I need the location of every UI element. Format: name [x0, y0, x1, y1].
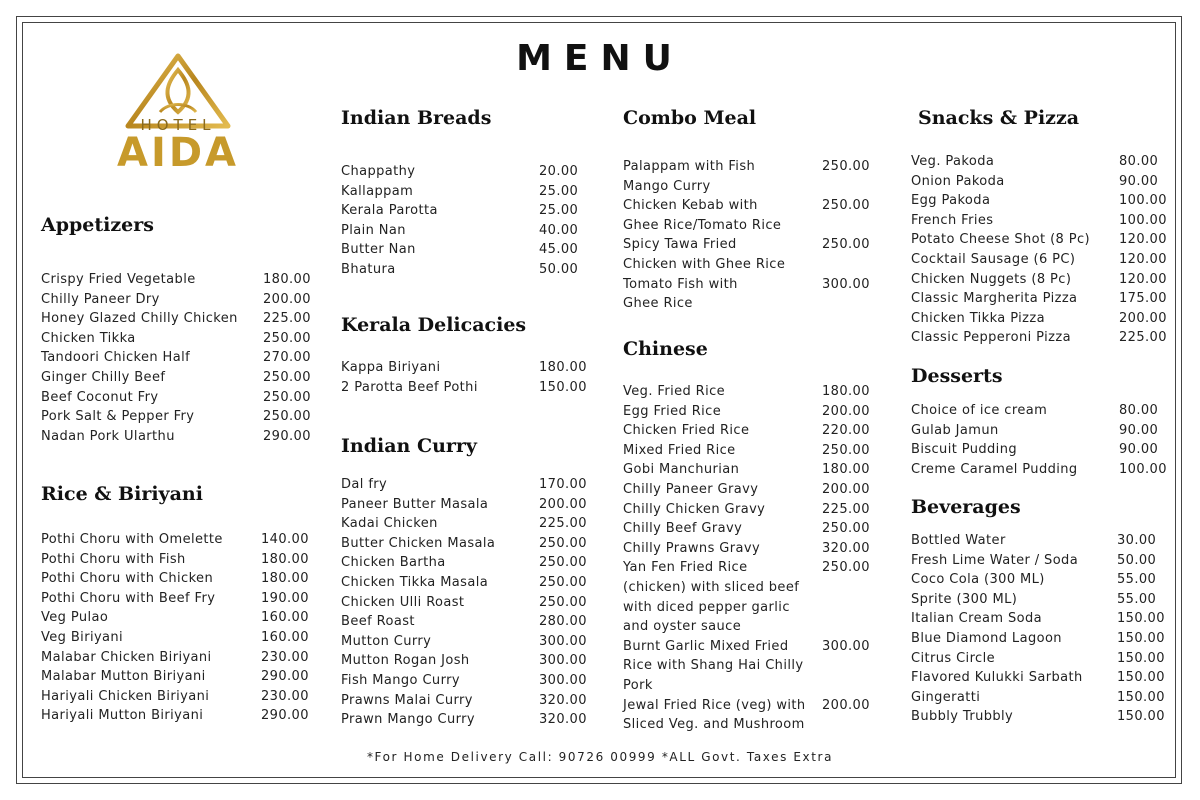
- section-title-kerala-delicacies: Kerala Delicacies: [341, 314, 527, 336]
- menu-item-price: 150.00: [1117, 689, 1165, 705]
- menu-item-price: 80.00: [1119, 403, 1159, 418]
- menu-item-name: Coco Cola (300 ML): [911, 572, 1045, 588]
- menu-item-row: [341, 182, 591, 202]
- menu-item-row: [911, 172, 1171, 192]
- menu-item-price: 100.00: [1119, 212, 1167, 228]
- menu-item-price: 180.00: [539, 360, 587, 375]
- menu-item-price: 225.00: [539, 516, 587, 532]
- menu-item-name: Plain Nan: [341, 222, 406, 238]
- menu-item-name: Veg Pulao: [41, 610, 109, 626]
- menu-item-row: [41, 628, 311, 648]
- menu-item-price: 250.00: [539, 535, 587, 551]
- menu-item-name: Biscuit Pudding: [911, 442, 1017, 458]
- menu-item-price: 300.00: [539, 653, 587, 669]
- menu-item-price: 250.00: [263, 369, 311, 385]
- menu-item-name: Crispy Fried Vegetable: [41, 272, 196, 287]
- menu-item-name: Nadan Pork Ularthu: [41, 428, 175, 444]
- menu-item-price: 200.00: [822, 481, 870, 497]
- menu-item-name: Prawns Malai Curry: [341, 692, 473, 708]
- menu-item-row: [911, 421, 1171, 441]
- menu-item-row-continued: [623, 617, 873, 637]
- menu-item-name: Sliced Veg. and Mushroom: [623, 717, 805, 733]
- menu-item-name: Palappam with Fish: [623, 159, 756, 174]
- menu-item-row: [911, 309, 1171, 329]
- menu-item-name: Chicken with Ghee Rice: [623, 256, 786, 272]
- menu-item-name: Rice with Shang Hai Chilly: [623, 658, 804, 674]
- menu-item-name: Chilly Paneer Dry: [41, 291, 160, 307]
- menu-item-name: Mutton Rogan Josh: [341, 653, 470, 669]
- menu-item-price: 320.00: [539, 692, 587, 708]
- menu-item-name: Onion Pakoda: [911, 173, 1005, 189]
- menu-item-row: [341, 201, 591, 221]
- menu-item-name: (chicken) with sliced beef: [623, 579, 800, 595]
- menu-item-name: Kallappam: [341, 183, 414, 199]
- menu-item-price: 300.00: [822, 638, 870, 654]
- menu-item-row: [41, 550, 311, 570]
- menu-item-name: Gobi Manchurian: [623, 462, 740, 478]
- menu-item-row: [341, 475, 591, 495]
- menu-item-row: [623, 696, 873, 716]
- menu-item-name: Yan Fen Fried Rice: [623, 560, 748, 576]
- menu-item-price: 20.00: [539, 164, 579, 179]
- menu-item-row-continued: [623, 598, 873, 618]
- menu-item-price: 250.00: [263, 330, 311, 346]
- menu-item-name: Chilly Prawns Gravy: [623, 540, 761, 556]
- menu-item-name: Veg. Pakoda: [911, 154, 995, 169]
- indian-breads-list: [341, 162, 591, 280]
- menu-item-price: 250.00: [822, 560, 870, 576]
- menu-item-name: Egg Fried Rice: [623, 403, 722, 419]
- combo-meal-list: [623, 157, 873, 314]
- menu-item-price: 250.00: [822, 237, 870, 253]
- menu-item-row-continued: [623, 715, 873, 735]
- menu-item-row: [341, 162, 591, 182]
- menu-item-name: Chicken Tikka: [41, 330, 136, 346]
- menu-item-row: [341, 671, 591, 691]
- menu-item-name: Bubbly Trubbly: [911, 709, 1014, 725]
- menu-item-price: 230.00: [261, 688, 309, 704]
- menu-item-name: Chappathy: [341, 164, 416, 179]
- menu-item-name: Egg Pakoda: [911, 193, 991, 209]
- menu-item-name: with diced pepper garlic: [623, 599, 790, 615]
- section-title-indian-curry: Indian Curry: [341, 435, 477, 457]
- menu-item-name: Ginger Chilly Beef: [41, 369, 166, 385]
- menu-item-row-continued: [623, 656, 873, 676]
- menu-item-row: [623, 382, 873, 402]
- chinese-list: [623, 382, 873, 735]
- footer-note: *For Home Delivery Call: 90726 00999 *ALL Govt. Taxes Extra: [366, 750, 834, 764]
- menu-item-price: 55.00: [1117, 572, 1157, 588]
- menu-item-name: Butter Nan: [341, 242, 416, 258]
- menu-item-price: 200.00: [1119, 310, 1167, 326]
- menu-item-row: [911, 551, 1171, 571]
- menu-item-price: 90.00: [1119, 173, 1159, 189]
- menu-item-row: [41, 569, 311, 589]
- section-title-snacks-pizza: Snacks & Pizza: [918, 107, 1080, 129]
- menu-item-row-continued: [623, 676, 873, 696]
- menu-item-name: Jewal Fried Rice (veg) with: [623, 697, 806, 713]
- menu-item-name: Chilly Chicken Gravy: [623, 501, 766, 517]
- section-title-rice-biriyani: Rice & Biriyani: [41, 483, 203, 505]
- menu-item-row: [41, 589, 311, 609]
- menu-item-name: Tandoori Chicken Half: [41, 350, 191, 366]
- menu-item-name: Chicken Bartha: [341, 555, 446, 571]
- menu-title: MENU: [516, 38, 684, 79]
- menu-item-row: [41, 290, 311, 310]
- menu-item-name: Pothi Choru with Omelette: [41, 532, 223, 547]
- menu-item-row: [911, 460, 1171, 480]
- logo-brand-name: AIDA: [117, 130, 239, 176]
- menu-item-row: [341, 495, 591, 515]
- menu-item-row: [623, 421, 873, 441]
- menu-item-row: [911, 649, 1171, 669]
- menu-item-row: [341, 378, 591, 398]
- menu-item-row: [911, 289, 1171, 309]
- menu-item-row: [41, 329, 311, 349]
- menu-item-price: 150.00: [1117, 630, 1165, 646]
- menu-item-price: 180.00: [263, 272, 311, 287]
- menu-item-price: 170.00: [539, 477, 587, 492]
- menu-item-row: [911, 440, 1171, 460]
- menu-item-name: Chicken Nuggets (8 Pc): [911, 271, 1072, 287]
- menu-item-price: 270.00: [263, 350, 311, 366]
- menu-item-row: [41, 427, 311, 447]
- menu-item-row: [623, 539, 873, 559]
- menu-item-name: Mutton Curry: [341, 633, 432, 649]
- menu-item-name: Malabar Chicken Biriyani: [41, 649, 212, 665]
- menu-item-name: Mixed Fried Rice: [623, 442, 736, 458]
- menu-item-name: Gingeratti: [911, 689, 981, 705]
- menu-item-row: [41, 270, 311, 290]
- menu-item-row: [623, 235, 873, 255]
- menu-item-row: [341, 651, 591, 671]
- menu-item-row: [623, 441, 873, 461]
- menu-item-price: 320.00: [539, 712, 587, 728]
- menu-item-name: Paneer Butter Masala: [341, 496, 489, 512]
- menu-item-name: Citrus Circle: [911, 650, 995, 666]
- kerala-delicacies-list: [341, 358, 591, 397]
- menu-item-name: Dal fry: [341, 477, 388, 492]
- menu-item-name: Prawn Mango Curry: [341, 712, 475, 728]
- menu-item-name: Malabar Mutton Biriyani: [41, 669, 206, 685]
- desserts-list: [911, 401, 1171, 479]
- menu-item-row: [41, 348, 311, 368]
- menu-item-price: 250.00: [822, 442, 870, 458]
- menu-item-price: 225.00: [822, 501, 870, 517]
- menu-item-row: [341, 593, 591, 613]
- menu-item-row: [911, 191, 1171, 211]
- menu-item-name: Tomato Fish with: [623, 276, 738, 292]
- menu-item-row: [341, 553, 591, 573]
- menu-item-row-continued: [623, 578, 873, 598]
- menu-item-row: [623, 500, 873, 520]
- menu-item-price: 140.00: [261, 532, 309, 547]
- menu-item-price: 230.00: [261, 649, 309, 665]
- menu-item-price: 150.00: [1117, 611, 1165, 627]
- menu-item-price: 175.00: [1119, 291, 1167, 307]
- menu-item-row: [911, 629, 1171, 649]
- menu-item-row: [911, 328, 1171, 348]
- menu-item-name: Pork Salt & Pepper Fry: [41, 409, 195, 425]
- menu-item-price: 90.00: [1119, 442, 1159, 458]
- menu-item-name: Blue Diamond Lagoon: [911, 630, 1062, 646]
- menu-item-price: 250.00: [263, 409, 311, 425]
- menu-item-row: [341, 534, 591, 554]
- menu-item-price: 150.00: [1117, 709, 1165, 725]
- menu-item-row: [911, 401, 1171, 421]
- menu-item-name: Classic Margherita Pizza: [911, 291, 1078, 307]
- menu-item-row-continued: [623, 255, 873, 275]
- menu-item-name: Pothi Choru with Chicken: [41, 571, 214, 587]
- menu-item-row: [341, 358, 591, 378]
- menu-item-name: Cocktail Sausage (6 PC): [911, 251, 1076, 267]
- menu-item-row: [911, 531, 1171, 551]
- menu-item-row: [623, 196, 873, 216]
- menu-item-price: 100.00: [1119, 461, 1167, 477]
- menu-item-name: Bottled Water: [911, 533, 1006, 548]
- menu-item-price: 25.00: [539, 203, 579, 219]
- menu-item-row: [341, 612, 591, 632]
- menu-item-name: Ghee Rice: [623, 296, 693, 312]
- menu-item-price: 30.00: [1117, 533, 1157, 548]
- menu-item-price: 225.00: [263, 311, 311, 327]
- menu-item-row: [41, 706, 311, 726]
- menu-item-name: Chilly Beef Gravy: [623, 521, 743, 537]
- menu-item-row: [341, 573, 591, 593]
- menu-item-row: [41, 648, 311, 668]
- menu-item-row-continued: [623, 216, 873, 236]
- menu-item-row: [341, 632, 591, 652]
- menu-item-name: Butter Chicken Masala: [341, 535, 496, 551]
- menu-item-name: Honey Glazed Chilly Chicken: [41, 311, 238, 327]
- menu-item-price: 90.00: [1119, 422, 1159, 438]
- menu-item-name: Burnt Garlic Mixed Fried: [623, 638, 789, 654]
- menu-item-price: 250.00: [822, 521, 870, 537]
- menu-item-price: 300.00: [539, 672, 587, 688]
- menu-item-price: 45.00: [539, 242, 579, 258]
- menu-item-name: Pothi Choru with Fish: [41, 551, 186, 567]
- menu-item-price: 200.00: [822, 697, 870, 713]
- menu-item-name: Spicy Tawa Fried: [623, 237, 737, 253]
- menu-item-row: [41, 608, 311, 628]
- menu-item-row: [623, 460, 873, 480]
- menu-item-price: 250.00: [822, 198, 870, 214]
- menu-item-price: 120.00: [1119, 251, 1167, 267]
- menu-item-price: 200.00: [263, 291, 311, 307]
- menu-item-name: Classic Pepperoni Pizza: [911, 330, 1071, 346]
- menu-item-name: Pork: [623, 677, 653, 693]
- menu-item-price: 300.00: [539, 633, 587, 649]
- menu-item-name: Hariyali Mutton Biriyani: [41, 708, 204, 724]
- menu-item-name: Chicken Kebab with: [623, 198, 758, 214]
- menu-item-name: Sprite (300 ML): [911, 591, 1018, 607]
- menu-item-row: [623, 519, 873, 539]
- section-title-desserts: Desserts: [911, 365, 1003, 387]
- rice-biriyani-list: [41, 530, 311, 726]
- menu-item-price: 250.00: [539, 594, 587, 610]
- menu-item-price: 290.00: [261, 708, 309, 724]
- menu-item-price: 280.00: [539, 614, 587, 630]
- snacks-pizza-list: [911, 152, 1171, 348]
- menu-item-price: 250.00: [539, 555, 587, 571]
- menu-item-name: Fish Mango Curry: [341, 672, 460, 688]
- menu-item-row: [911, 152, 1171, 172]
- menu-item-price: 290.00: [261, 669, 309, 685]
- menu-item-price: 25.00: [539, 183, 579, 199]
- menu-item-price: 150.00: [1117, 670, 1165, 686]
- menu-item-name: Mango Curry: [623, 178, 711, 194]
- menu-item-price: 250.00: [822, 159, 870, 174]
- menu-item-name: Chicken Tikka Masala: [341, 574, 489, 590]
- section-title-appetizers: Appetizers: [41, 214, 154, 236]
- menu-item-price: 40.00: [539, 222, 579, 238]
- section-title-chinese: Chinese: [623, 338, 708, 360]
- menu-item-row: [41, 667, 311, 687]
- menu-item-name: Chicken Ulli Roast: [341, 594, 465, 610]
- menu-item-row: [911, 688, 1171, 708]
- menu-item-name: Veg. Fried Rice: [623, 384, 726, 399]
- menu-item-price: 50.00: [539, 261, 579, 277]
- menu-item-row: [911, 270, 1171, 290]
- menu-item-name: Bhatura: [341, 261, 396, 277]
- section-title-combo-meal: Combo Meal: [623, 107, 757, 129]
- menu-item-price: 250.00: [539, 574, 587, 590]
- menu-item-row: [911, 230, 1171, 250]
- menu-item-name: Creme Caramel Pudding: [911, 461, 1078, 477]
- menu-item-row: [911, 250, 1171, 270]
- menu-item-price: 300.00: [822, 276, 870, 292]
- menu-item-price: 250.00: [263, 389, 311, 405]
- menu-item-row: [341, 691, 591, 711]
- menu-item-name: Pothi Choru with Beef Fry: [41, 590, 216, 606]
- menu-item-price: 180.00: [822, 384, 870, 399]
- menu-item-name: Hariyali Chicken Biriyani: [41, 688, 210, 704]
- menu-item-price: 290.00: [263, 428, 311, 444]
- menu-item-row: [341, 240, 591, 260]
- menu-item-price: 180.00: [261, 571, 309, 587]
- menu-item-price: 160.00: [261, 610, 309, 626]
- menu-item-row: [341, 710, 591, 730]
- menu-item-row: [623, 402, 873, 422]
- menu-item-name: Chicken Tikka Pizza: [911, 310, 1045, 326]
- menu-item-row: [41, 687, 311, 707]
- menu-item-row-continued: [623, 294, 873, 314]
- menu-item-row: [911, 570, 1171, 590]
- menu-item-name: Flavored Kulukki Sarbath: [911, 670, 1083, 686]
- menu-item-row: [41, 407, 311, 427]
- menu-item-row: [41, 530, 311, 550]
- menu-item-price: 160.00: [261, 629, 309, 645]
- menu-item-name: Beef Coconut Fry: [41, 389, 159, 405]
- menu-item-row: [341, 514, 591, 534]
- menu-item-row: [623, 637, 873, 657]
- menu-item-row: [41, 388, 311, 408]
- menu-item-price: 320.00: [822, 540, 870, 556]
- section-title-beverages: Beverages: [911, 496, 1021, 518]
- menu-item-price: 220.00: [822, 423, 870, 439]
- menu-item-price: 120.00: [1119, 271, 1167, 287]
- menu-item-row: [911, 609, 1171, 629]
- menu-item-row: [911, 211, 1171, 231]
- menu-item-row: [911, 707, 1171, 727]
- menu-item-price: 225.00: [1119, 330, 1167, 346]
- logo-hotel-text: HOTEL: [140, 116, 216, 134]
- menu-item-name: Kadai Chicken: [341, 516, 438, 532]
- menu-item-price: 150.00: [1117, 650, 1165, 666]
- menu-item-name: French Fries: [911, 212, 994, 228]
- menu-item-price: 200.00: [822, 403, 870, 419]
- menu-item-price: 100.00: [1119, 193, 1167, 209]
- menu-item-row: [623, 275, 873, 295]
- menu-item-price: 120.00: [1119, 232, 1167, 248]
- appetizers-list: [41, 270, 311, 446]
- menu-item-price: 200.00: [539, 496, 587, 512]
- menu-item-name: Kappa Biriyani: [341, 360, 441, 375]
- menu-item-price: 80.00: [1119, 154, 1159, 169]
- beverages-list: [911, 531, 1171, 727]
- menu-item-row: [341, 260, 591, 280]
- menu-item-name: Gulab Jamun: [911, 422, 999, 438]
- menu-item-price: 180.00: [261, 551, 309, 567]
- menu-item-name: Potato Cheese Shot (8 Pc): [911, 232, 1090, 248]
- menu-item-name: Fresh Lime Water / Soda: [911, 552, 1079, 568]
- menu-item-row: [623, 558, 873, 578]
- menu-item-name: Kerala Parotta: [341, 203, 438, 219]
- menu-item-name: 2 Parotta Beef Pothi: [341, 379, 478, 395]
- menu-item-row: [623, 157, 873, 177]
- menu-item-name: Ghee Rice/Tomato Rice: [623, 217, 782, 233]
- menu-item-name: and oyster sauce: [623, 619, 742, 635]
- menu-item-price: 180.00: [822, 462, 870, 478]
- indian-curry-list: [341, 475, 591, 730]
- menu-item-name: Italian Cream Soda: [911, 611, 1042, 627]
- menu-item-price: 50.00: [1117, 552, 1157, 568]
- menu-item-name: Chicken Fried Rice: [623, 423, 750, 439]
- menu-item-name: Choice of ice cream: [911, 403, 1048, 418]
- menu-item-row: [41, 368, 311, 388]
- menu-item-price: 190.00: [261, 590, 309, 606]
- menu-item-name: Chilly Paneer Gravy: [623, 481, 759, 497]
- menu-item-row: [341, 221, 591, 241]
- menu-item-price: 55.00: [1117, 591, 1157, 607]
- menu-item-price: 150.00: [539, 379, 587, 395]
- menu-item-row: [623, 480, 873, 500]
- hotel-logo: [96, 50, 260, 180]
- menu-item-row: [911, 590, 1171, 610]
- menu-item-row-continued: [623, 177, 873, 197]
- section-title-indian-breads: Indian Breads: [341, 107, 492, 129]
- menu-item-name: Beef Roast: [341, 614, 415, 630]
- menu-item-row: [41, 309, 311, 329]
- menu-item-row: [911, 668, 1171, 688]
- menu-item-name: Veg Biriyani: [41, 629, 124, 645]
